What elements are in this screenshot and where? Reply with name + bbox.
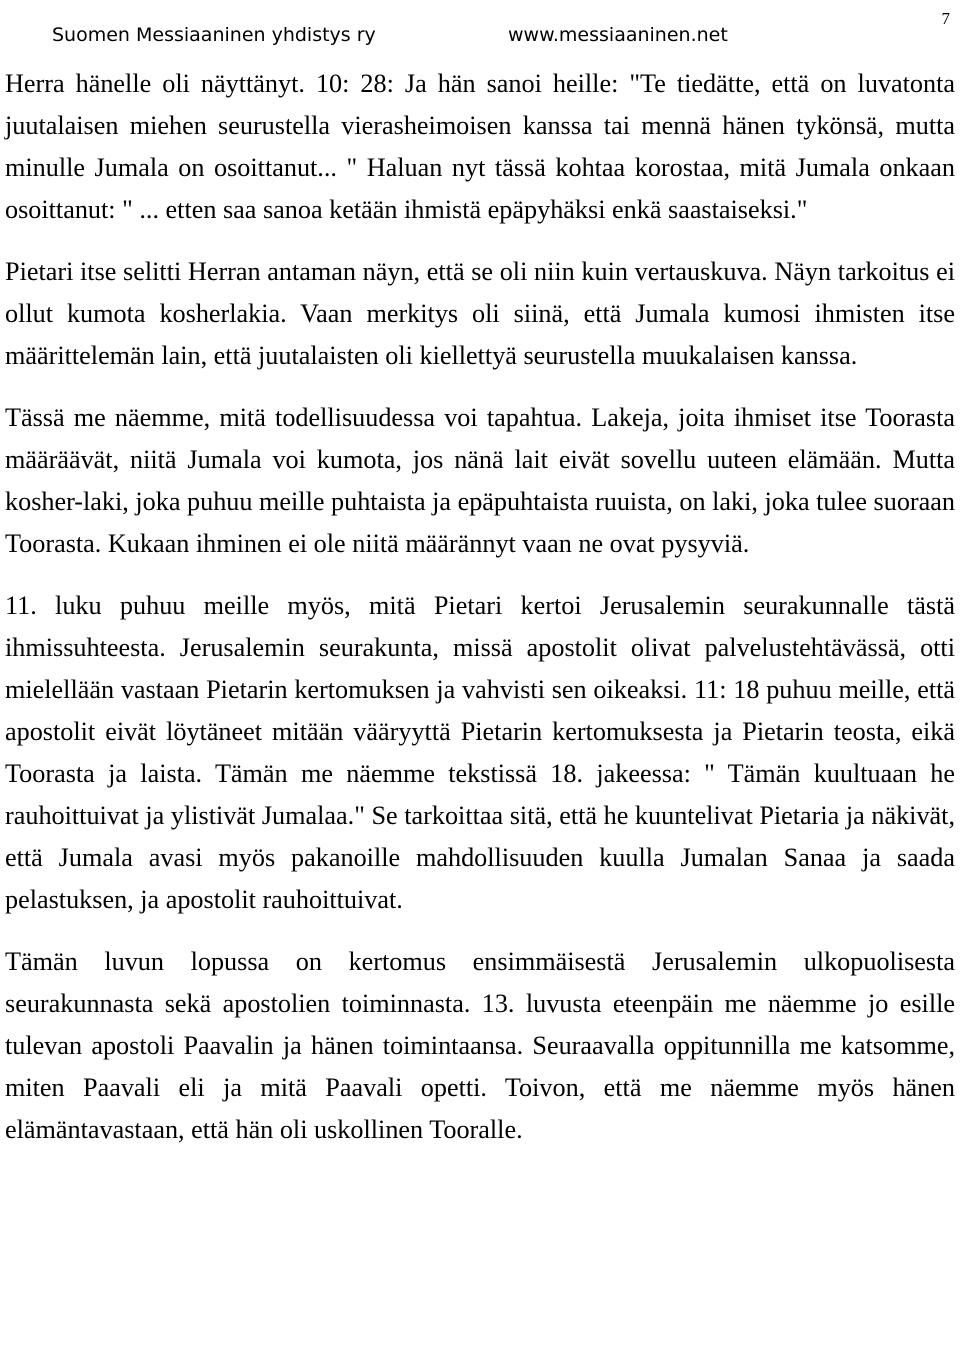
document-body bbox=[5, 63, 955, 1171]
header-organization: Suomen Messiaaninen yhdistys ry bbox=[52, 24, 376, 46]
paragraph-1: Herra hänelle oli näyttänyt. 10: 28: Ja hän sanoi heille: "Te tiedätte, että on luvatonta juutalaisen miehen seurustella vierasheimoisen kanssa tai mennä hänen tykönsä, mutta minulle Jumala on osoittanut... " Haluan nyt tässä kohtaa korostaa, mitä Jumala onkaan osoittanut: " ... etten saa sanoa ketään ihmistä epäpyhäksi enkä saastaiseksi." bbox=[5, 69, 955, 224]
paragraph-2: Pietari itse selitti Herran antaman näyn, että se oli niin kuin vertauskuva. Näyn tarkoitus ei ollut kumota kosherlakia. Vaan merkitys oli siinä, että Jumala kumosi ihmisten itse määrittelemän lain, että juutalaisten oli kiellettyä seurustella muukalaisen kanssa. bbox=[5, 257, 955, 370]
page-number: 7 bbox=[941, 9, 950, 28]
paragraph-4: 11. luku puhuu meille myös, mitä Pietari kertoi Jerusalemin seurakunnalle tästä ihmissuhteesta. Jerusalemin seurakunta, missä apostolit olivat palvelustehtävässä, otti mielellään vastaan Pietarin kertomuksen ja vahvisti sen oikeaksi. 11: 18 puhuu meille, että apostolit eivät löytäneet mitään vääryyttä Pietarin kertomuksesta ja Pietarin teosta, eikä Toorasta ja laista. Tämän me näemme tekstissä 18. jakeessa: " Tämän kuultuaan he rauhoittuivat ja ylistivät Jumalaa." Se tarkoittaa sitä, että he kuuntelivat Pietaria ja näkivät, että Jumala avasi myös pakanoille mahdollisuuden kuulla Jumalan Sanaa ja saada pelastuksen, ja apostolit rauhoittuivat. bbox=[5, 591, 955, 914]
paragraph-3: Tässä me näemme, mitä todellisuudessa voi tapahtua. Lakeja, joita ihmiset itse Toorasta määräävät, niitä Jumala voi kumota, jos nänä lait eivät sovellu uuteen elämään. Mutta kosher-laki, joka puhuu meille puhtaista ja epäpuhtaista ruuista, on laki, joka tulee suoraan Toorasta. Kukaan ihminen ei ole niitä määrännyt vaan ne ovat pysyviä. bbox=[5, 403, 955, 558]
header-website: www.messiaaninen.net bbox=[508, 24, 728, 46]
page-header bbox=[52, 9, 950, 50]
paragraph-5: Tämän luvun lopussa on kertomus ensimmäisestä Jerusalemin ulkopuolisesta seurakunnasta sekä apostolien toiminnasta. 13. luvusta eteenpäin me näemme jo esille tulevan apostoli Paavalin ja hänen toimintaansa. Seuraavalla oppitunnilla me katsomme, miten Paavali eli ja mitä Paavali opetti. Toivon, että me näemme myös hänen elämäntavastaan, että hän oli uskollinen Tooralle. bbox=[5, 947, 955, 1144]
